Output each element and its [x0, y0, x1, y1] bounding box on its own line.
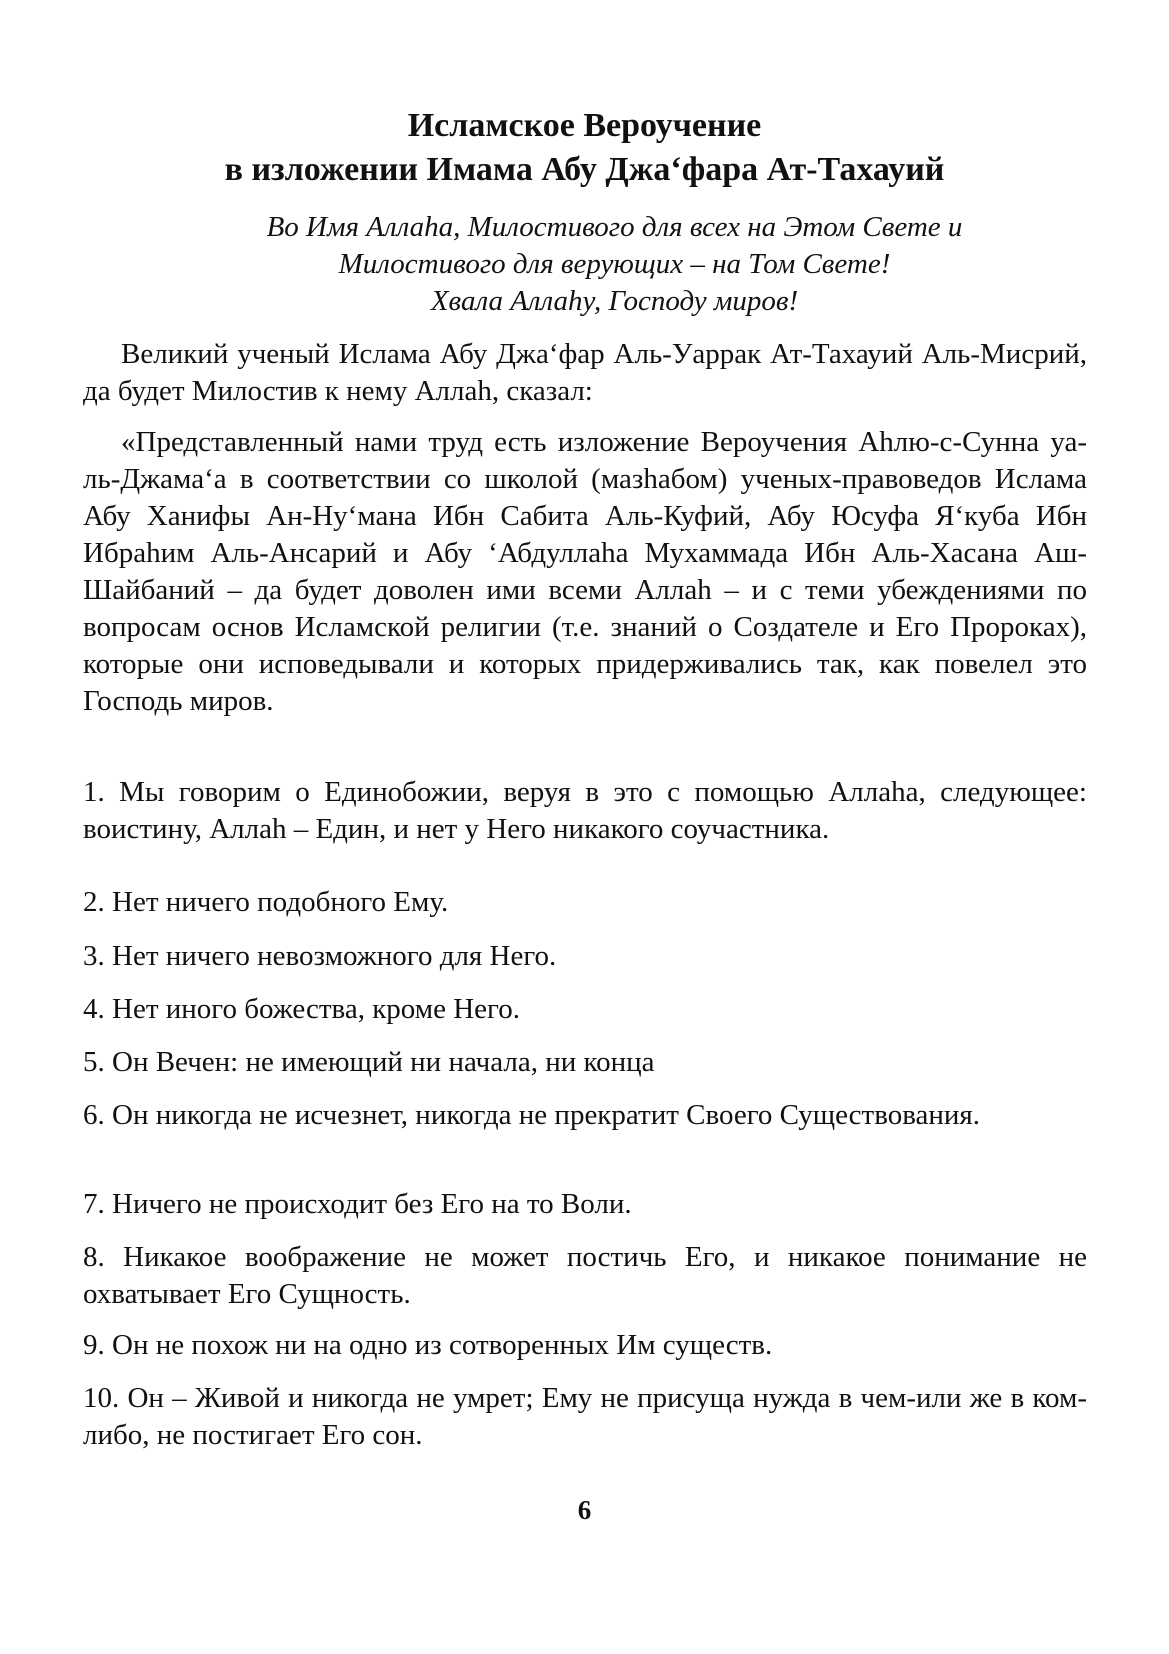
basmala-line-2: Милостивого для верующих – на Том Свете! [338, 248, 891, 280]
document-title: Исламское Вероучение [407, 107, 762, 144]
creed-item: 7. Ничего не происходит без Его на то Воли. [83, 1188, 632, 1220]
creed-item: 1. Мы говорим о Единобожии, веруя в это с помощью Аллаhа, следующее: воистину, Аллаh – Един, и нет у Него никакого соучастника. [83, 776, 1087, 845]
creed-item: 9. Он не похож ни на одно из сотворенных Им существ. [83, 1329, 773, 1361]
document-subtitle: в изложении Имама Абу Джа‘фара Ат-Тахауий [224, 151, 945, 188]
basmala-line-1: Во Имя Аллаhа, Милостивого для всех на Этом Свете и [266, 211, 963, 243]
creed-item: 10. Он – Живой и никогда не умрет; Ему не присуща нужда в чем-или же в ком-либо, не постигает Его сон. [83, 1382, 1087, 1451]
creed-item: 8. Никакое воображение не может постичь Его, и никакое понимание не охватывает Его Сущность. [83, 1241, 1087, 1310]
page-number: 6 [577, 1495, 592, 1525]
creed-item: 3. Нет ничего невозможного для Него. [83, 940, 557, 972]
intro-paragraph: Великий ученый Ислама Абу Джа‘фар Аль-Уаррак Ат-Тахауий Аль-Мисрий, да будет Милостив к нему Аллаh, сказал: [83, 338, 1087, 407]
creed-item: 4. Нет иного божества, кроме Него. [83, 993, 520, 1025]
quote-paragraph: «Представленный нами труд есть изложение Вероучения Аhлю-с-Сунна уа-ль-Джама‘а в соответствии со школой (мазhабом) ученых-правоведов Ислама Абу Ханифы Ан-Ну‘мана Ибн Сабита Аль-Куфий, Абу Юсуфа Я‘куба Ибн Ибраhим Аль-Ансарий и Абу ‘Абдуллаhа Мухаммада Ибн Аль-Хасана Аш-Шайбаний – да будет доволен ими всеми Аллаh – и с теми убеждениями по вопросам основ Исламской религии (т.е. знаний о Создателе и Его Пророках), которые они исповедывали и которых придерживались так, как повелел это Господь миров. [83, 426, 1087, 717]
creed-item: 6. Он никогда не исчезнет, никогда не прекратит Своего Существования. [83, 1099, 981, 1131]
creed-item: 5. Он Вечен: не имеющий ни начала, ни конца [83, 1046, 655, 1078]
basmala-line-3: Хвала Аллаhу, Господу миров! [430, 285, 799, 317]
creed-item: 2. Нет ничего подобного Ему. [83, 886, 449, 918]
